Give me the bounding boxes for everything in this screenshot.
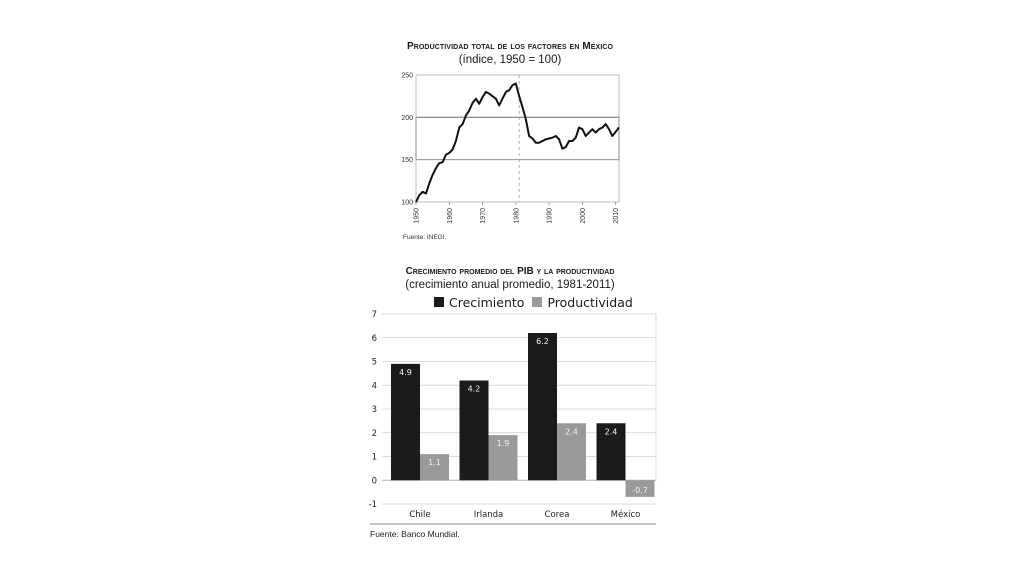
chart2-bar-value-label: 1.9 [496,439,510,449]
chart2-y-tick-label: 3 [371,405,377,415]
chart1-y-tick-label: 150 [401,157,413,165]
chart1-source: Fuente: INEGI. [403,234,447,241]
chart2-bar-value-label: -0.7 [632,485,648,495]
chart2-category-label: Irlanda [473,510,504,520]
chart2-y-tick-label: 6 [371,333,377,344]
chart2-y-tick-label: 1 [371,452,377,463]
chart2-y-tick-label: 4 [371,381,377,392]
chart2-bar-crecimiento [528,333,557,480]
chart2-bar-crecimiento [460,381,489,481]
chart2-bar-value-label: 1.1 [428,458,441,468]
chart1-x-tick-label: 1980 [513,208,521,224]
chart2-bar-value-label: 2.4 [604,427,618,437]
chart1-x-tick-label: 1990 [546,208,554,224]
chart2-title: Crecimiento promedio del PIB y la productividad [405,266,615,277]
chart2-bar-value-label: 4.9 [399,367,412,377]
chart2-category-label: México [610,510,641,520]
chart2-y-tick-label: 5 [371,357,377,368]
chart1-x-tick-label: 1950 [413,208,421,224]
chart2-bar-crecimiento [391,364,420,480]
chart2-category-label: Corea [544,510,570,520]
chart2-bar-value-label: 6.2 [536,337,549,346]
chart2-y-tick-label: -1 [368,500,377,510]
chart2-y-tick-label: 0 [371,476,377,487]
chart2-subtitle: (crecimiento anual promedio, 1981-2011) [405,279,615,291]
chart1-y-tick-label: 200 [401,114,413,122]
chart2-y-tick-label: 2 [371,428,377,439]
chart1-title: Productividad total de los factores en México [406,41,614,52]
chart1-y-tick-label: 250 [401,72,413,80]
chart2-bar-value-label: 2.4 [565,427,578,437]
legend-label-productividad: Productividad [547,294,633,310]
chart1-y-tick-label: 100 [401,199,413,207]
chart1-x-tick-label: 1960 [446,208,454,224]
legend-label-crecimiento: Crecimiento [449,294,525,310]
chart1-subtitle: (índice, 1950 = 100) [458,54,562,66]
chart2-category-label: Chile [409,510,431,520]
chart1-x-tick-label: 2000 [579,208,587,224]
chart2-y-tick-label: 7 [371,310,377,320]
chart1-x-tick-label: 1970 [480,208,488,224]
chart2-bar-value-label: 4.2 [467,384,481,394]
chart2-source: Fuente: Banco Mundial. [370,529,460,539]
chart1-x-tick-label: 2010 [613,208,621,224]
